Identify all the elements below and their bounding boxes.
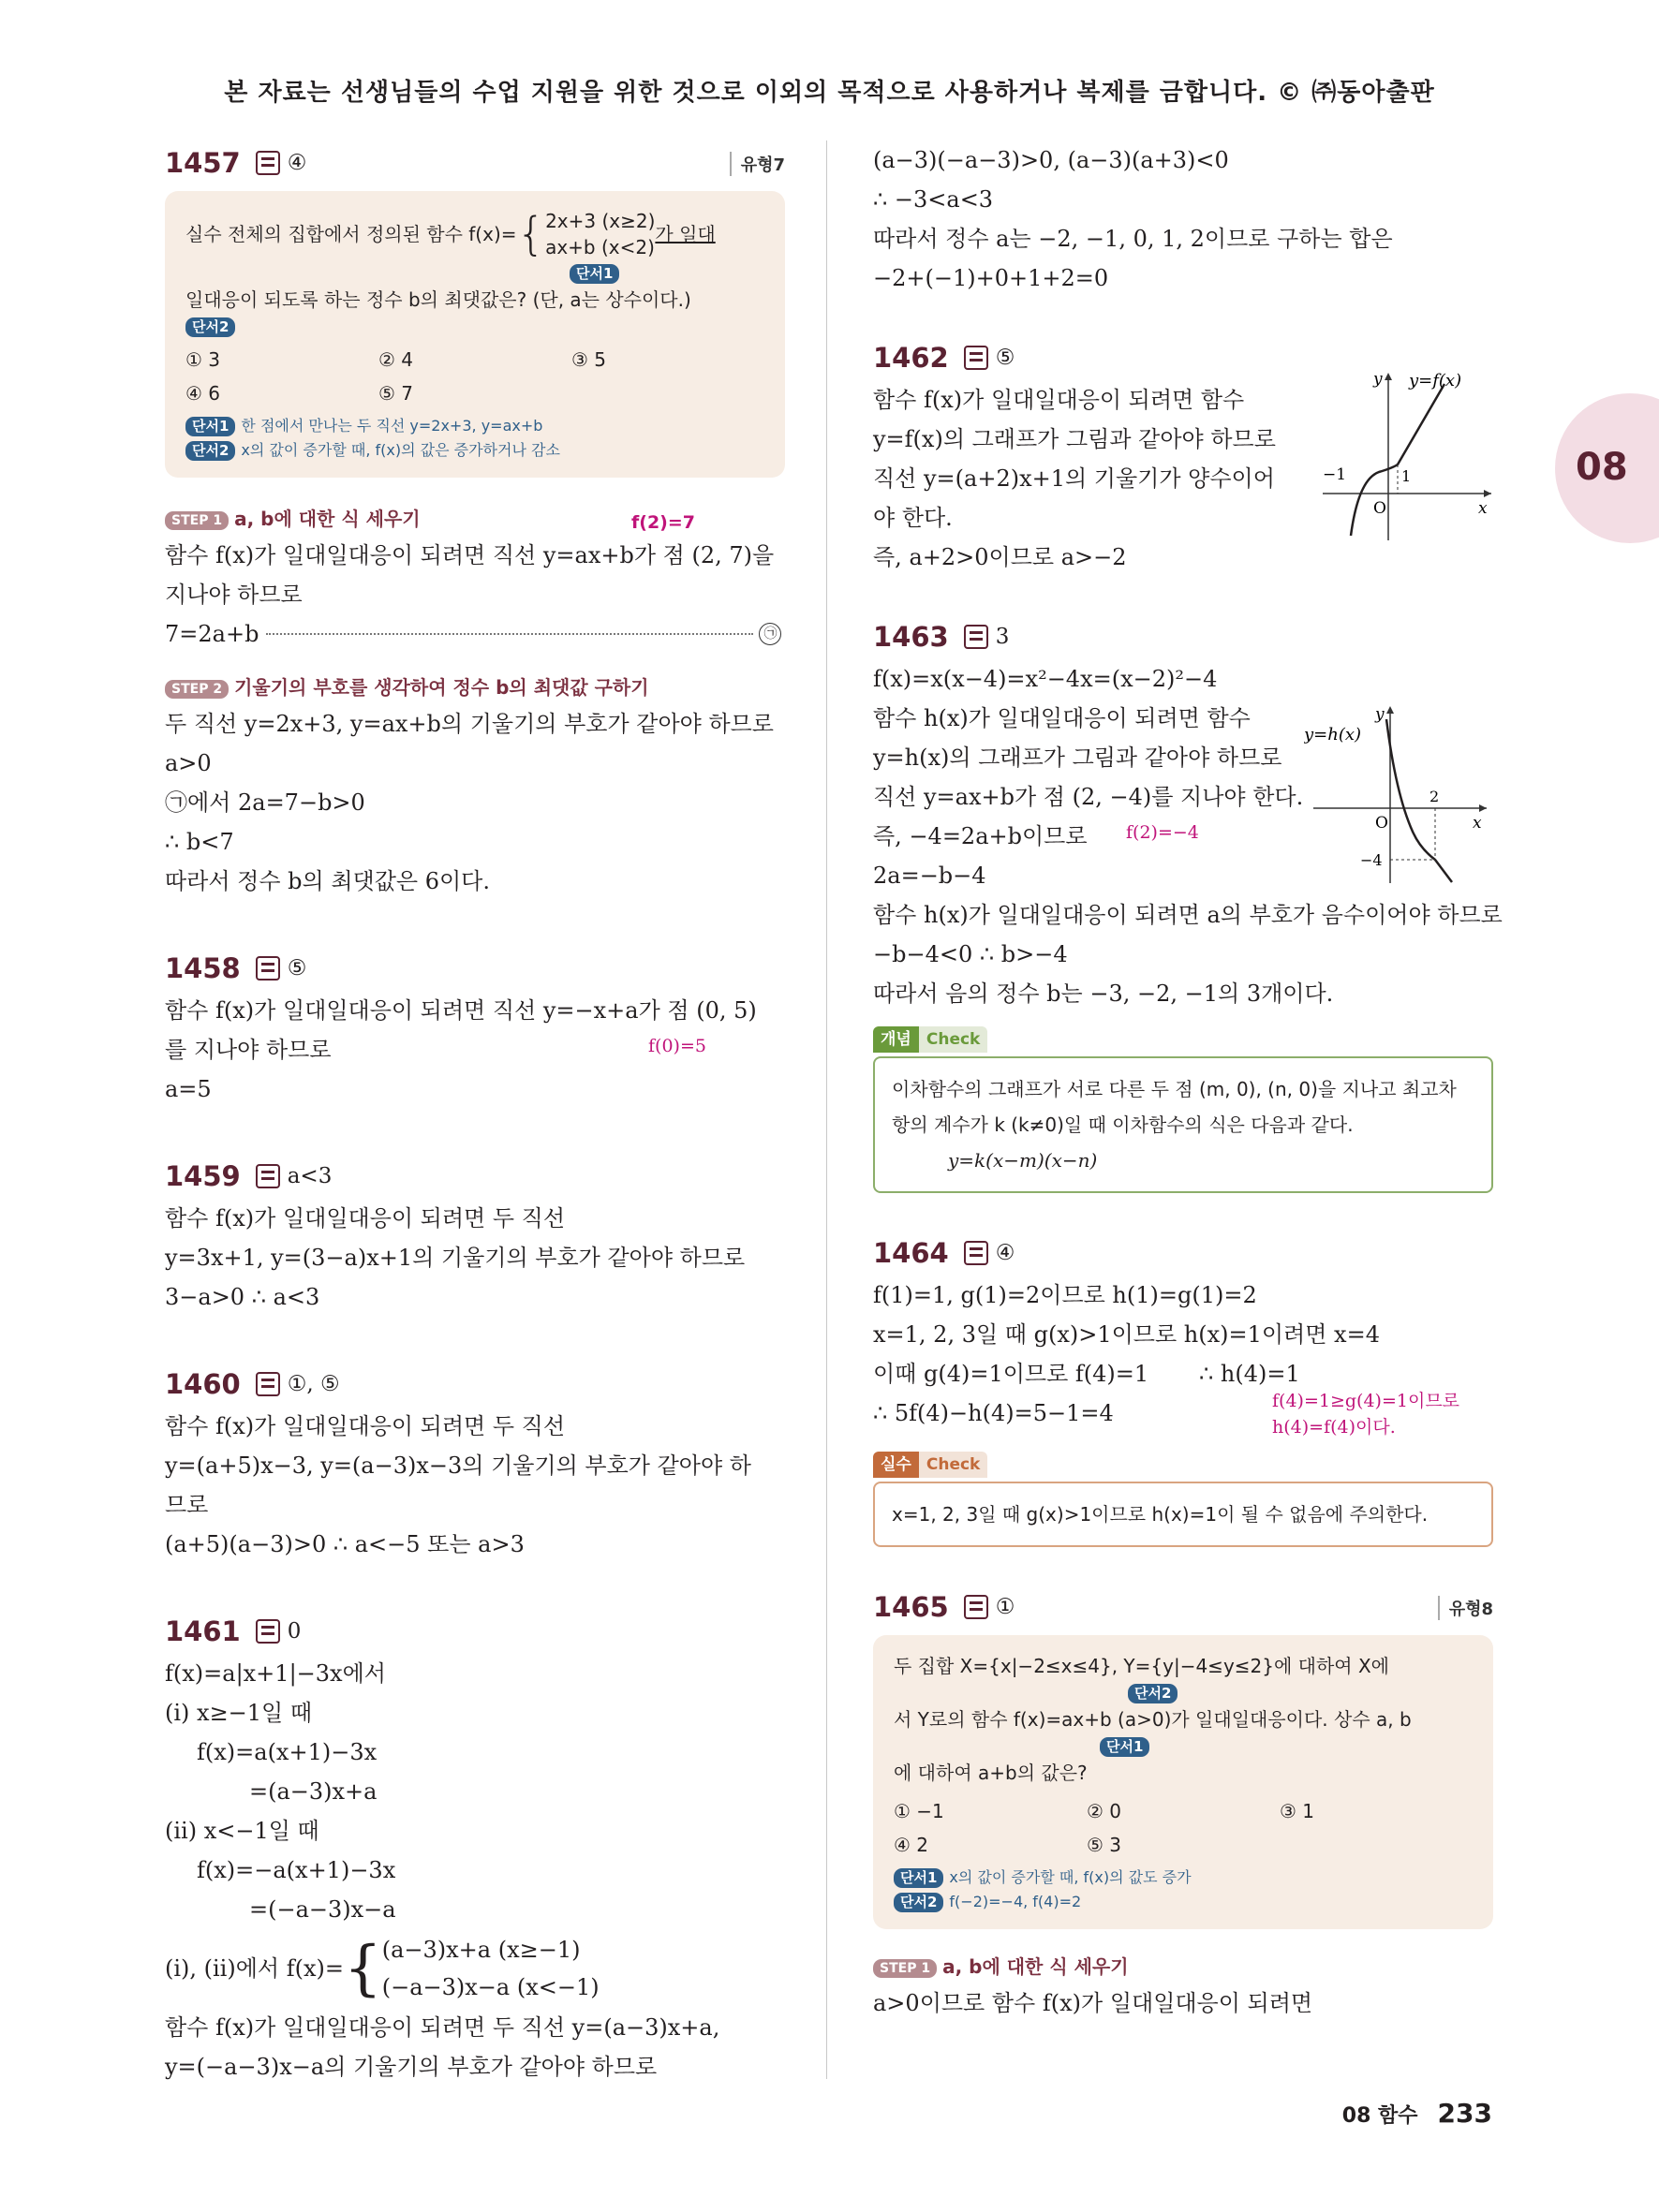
solution-line: =(−a−3)x−a <box>249 1896 396 1923</box>
problem-1457-box <box>165 191 785 478</box>
case-2: (−a−3)x−a (x<−1) <box>381 1974 600 2000</box>
answer: ④ <box>287 151 307 175</box>
solution-line: a>0이므로 함수 f(x)가 일대일대응이 되려면 <box>873 1990 1313 2016</box>
question-line: 서 Y로의 함수 f(x)=ax+b (a>0)가 일대일대응이다. 상수 a, b <box>894 1708 1412 1731</box>
answer-icon <box>964 346 988 370</box>
check-line: 이차함수의 그래프가 서로 다른 두 점 (m, 0), (n, 0)을 지나고 최고차 <box>892 1078 1457 1100</box>
problem-1463-header <box>873 614 1493 659</box>
solution-line: ∴ b<7 <box>165 829 234 855</box>
option: ④ 2 <box>894 1834 929 1856</box>
answer-icon <box>256 1372 280 1396</box>
chapter-side-tab-label: 08 <box>1576 446 1628 489</box>
answer-icon <box>964 1241 988 1265</box>
x-arrow <box>1479 804 1487 812</box>
clue-badge: 단서1 <box>1100 1737 1149 1757</box>
y-arrow <box>1386 706 1394 714</box>
solution-line: 함수 f(x)가 일대일대응이 되려면 직선 y=ax+b가 점 (2, 7)을 <box>165 542 775 568</box>
clue-text: x의 값이 증가할 때, f(x)의 값은 증가하거나 감소 <box>241 441 560 459</box>
annotation-note: f(2)=−4 <box>1126 822 1199 843</box>
answer-icon <box>964 1595 988 1619</box>
y-label: y <box>1375 705 1385 724</box>
question-line: 일대응이 되도록 하는 정수 b의 최댓값은? (단, a는 상수이다.) <box>185 288 691 311</box>
solution-line: −b−4<0 ∴ b>−4 <box>873 941 1068 967</box>
question-line: 두 집합 X={x|−2≤x≤4}, Y={y|−4≤y≤2}에 대하여 X에 <box>894 1655 1390 1677</box>
option: ④ 6 <box>185 382 221 405</box>
option: ③ 5 <box>571 348 607 371</box>
step-heading <box>165 502 785 536</box>
solution-line: (ⅰ) x≥−1일 때 <box>165 1700 313 1726</box>
answer: a<3 <box>287 1164 333 1188</box>
problem-number: 1459 <box>165 1160 241 1192</box>
solution-line: f(x)=x(x−4)=x²−4x=(x−2)²−4 <box>873 666 1218 692</box>
answer-icon <box>964 625 988 649</box>
option: ② 4 <box>378 348 414 371</box>
y-arrow <box>1385 373 1392 380</box>
answer-icon <box>256 1619 280 1644</box>
step-badge: STEP 1 <box>873 1959 937 1978</box>
solution-line: 따라서 정수 a는 −2, −1, 0, 1, 2이므로 구하는 합은 <box>873 226 1393 252</box>
case-1: 2x+3 (x≥2) <box>545 210 656 232</box>
equation-mark: ㉠ <box>759 623 781 645</box>
solution-line: f(x)=a|x+1|−3x에서 <box>165 1660 386 1687</box>
solution-line: a=5 <box>165 1076 212 1102</box>
brace: { <box>344 1934 382 2003</box>
clue-badge: 단서2 <box>185 317 235 337</box>
graph-f <box>1313 367 1501 545</box>
option: ① 3 <box>185 348 221 371</box>
graph-h <box>1304 700 1491 888</box>
solution-line: ∴ −3<a<3 <box>873 186 994 213</box>
f-label: y=f(x) <box>1409 371 1462 391</box>
clue-badge: 단서2 <box>1128 1684 1178 1703</box>
solution-line: =(a−3)x+a <box>249 1778 378 1805</box>
case-2: ax+b (x<2) <box>545 236 655 258</box>
step-title: a, b에 대한 식 세우기 <box>234 508 421 530</box>
solution-line: f(x)=−a(x+1)−3x <box>197 1857 396 1883</box>
problem-number: 1461 <box>165 1615 241 1647</box>
annotation-line: f(4)=1≥g(4)=1이므로 <box>1272 1391 1460 1411</box>
right-column <box>873 140 1503 2023</box>
option: ③ 1 <box>1280 1800 1315 1822</box>
problem-number: 1465 <box>873 1591 949 1623</box>
question-tail: 가 일대 <box>655 223 716 245</box>
step-heading <box>873 1950 1493 1983</box>
problem-1464-header <box>873 1231 1493 1276</box>
problem-number: 1457 <box>165 147 241 179</box>
solution-line: 야 한다. <box>873 505 953 531</box>
solution-line: f(x)=a(x+1)−3x <box>197 1739 378 1765</box>
problem-number: 1460 <box>165 1368 241 1400</box>
page-number: 233 <box>1437 2098 1492 2129</box>
solution-line: (a−3)(−a−3)>0, (a−3)(a+3)<0 <box>873 147 1229 173</box>
problem-number: 1463 <box>873 621 949 653</box>
solution-line: 7=2a+b <box>165 621 259 647</box>
answer: ④ <box>995 1241 1015 1265</box>
problem-number: 1464 <box>873 1237 949 1269</box>
chapter-label: 08 함수 <box>1341 2104 1418 2128</box>
answer: ①, ⑤ <box>287 1372 340 1396</box>
left-column <box>165 140 785 2087</box>
solution-line: a>0 <box>165 750 212 776</box>
brace: { <box>516 208 546 260</box>
chapter-side-tab <box>1555 393 1659 543</box>
column-divider <box>826 140 827 2079</box>
solution-line: 지나야 하므로 <box>165 582 303 608</box>
option: ⑤ 7 <box>378 382 414 405</box>
solution-line: −2+(−1)+0+1+2=0 <box>873 265 1109 291</box>
annotation-note <box>1272 1388 1459 1440</box>
clue-text: 한 점에서 만나는 두 직선 y=2x+3, y=ax+b <box>241 417 543 435</box>
problem-1461-header <box>165 1609 785 1654</box>
answer: ⑤ <box>287 956 307 981</box>
answer: ⑤ <box>995 346 1015 370</box>
x-label: x <box>1473 814 1482 833</box>
solution-line: 함수 h(x)가 일대일대응이 되려면 a의 부호가 음수이어야 하므로 <box>873 902 1503 928</box>
concept-check <box>873 1026 1493 1193</box>
problem-1459-header <box>165 1154 785 1199</box>
x-arrow <box>1484 490 1491 497</box>
case-1: (a−3)x+a (x≥−1) <box>381 1937 581 1963</box>
problem-number: 1458 <box>165 952 241 984</box>
clue-text: f(−2)=−4, f(4)=2 <box>949 1893 1082 1910</box>
clue-badge: 단서2 <box>894 1893 943 1912</box>
answer-icon <box>256 1164 280 1188</box>
check-tag-label: Check <box>919 1452 988 1478</box>
x-label: x <box>1478 499 1488 518</box>
solution-line: 2a=−b−4 <box>873 863 986 889</box>
solution-line: 함수 h(x)가 일대일대응이 되려면 함수 <box>873 705 1251 731</box>
problem-1465-box <box>873 1635 1493 1929</box>
answer-icon <box>256 151 280 175</box>
solution-line: y=f(x)의 그래프가 그림과 같아야 하므로 <box>873 426 1276 452</box>
tick-label: 1 <box>1401 467 1412 485</box>
solution-line: 즉, −4=2a+b이므로 <box>873 823 1088 849</box>
curve-f <box>1351 384 1444 536</box>
check-tag-label: Check <box>919 1026 988 1053</box>
dotted-leader <box>266 633 753 635</box>
solution-line: (a+5)(a−3)>0 ∴ a<−5 또는 a>3 <box>165 1531 525 1557</box>
y-label: y <box>1373 370 1383 389</box>
problem-1465-header <box>873 1585 1493 1630</box>
solution-line: y=(a+5)x−3, y=(a−3)x−3의 기울기의 부호가 같아야 하 <box>165 1453 751 1479</box>
solution-line: y=h(x)의 그래프가 그림과 같아야 하므로 <box>873 745 1282 771</box>
problem-1460-header <box>165 1362 785 1407</box>
answer: 3 <box>995 625 1010 649</box>
solution-line: 함수 f(x)가 일대일대응이 되려면 두 직선 <box>165 1413 566 1439</box>
solution-line: 직선 y=ax+b가 점 (2, −4)를 지나야 한다. <box>873 784 1304 810</box>
solution-line: (ⅰ), (ⅱ)에서 f(x)= <box>165 1955 344 1982</box>
solution-line: 따라서 정수 b의 최댓값은 6이다. <box>165 868 490 894</box>
solution-line: ㉠에서 2a=7−b>0 <box>165 789 365 816</box>
tick-label: −4 <box>1360 851 1383 869</box>
solution-line: 함수 f(x)가 일대일대응이 되려면 두 직선 y=(a−3)x+a, <box>165 2014 720 2041</box>
question-line: 실수 전체의 집합에서 정의된 함수 f(x)= <box>185 223 517 245</box>
clue-badge: 단서1 <box>570 264 619 284</box>
solution-line: 즉, a+2>0이므로 a>−2 <box>873 544 1127 570</box>
solution-line: 므로 <box>165 1492 209 1518</box>
solution-line: y=(−a−3)x−a의 기울기의 부호가 같아야 하므로 <box>165 2054 658 2080</box>
solution-line: 함수 f(x)가 일대일대응이 되려면 두 직선 <box>165 1205 566 1231</box>
option: ② 0 <box>1087 1800 1122 1822</box>
clue-badge: 단서1 <box>185 417 235 436</box>
mistake-check <box>873 1452 1493 1547</box>
solution-line: ∴ 5f(4)−h(4)=5−1=4 <box>873 1400 1114 1426</box>
type-tag: 유형8 <box>1438 1596 1493 1620</box>
clue-badge: 단서2 <box>185 441 235 461</box>
solution-line: x=1, 2, 3일 때 g(x)>1이므로 h(x)=1이려면 x=4 <box>873 1321 1380 1348</box>
solution-line: 함수 f(x)가 일대일대응이 되려면 직선 y=−x+a가 점 (0, 5) <box>165 997 757 1024</box>
origin-label: O <box>1375 814 1388 833</box>
problem-number: 1462 <box>873 342 949 374</box>
solution-line: y=3x+1, y=(3−a)x+1의 기울기의 부호가 같아야 하므로 <box>165 1245 746 1271</box>
problem-1458-header <box>165 946 785 991</box>
solution-line: 3−a>0 ∴ a<3 <box>165 1284 320 1310</box>
tick-label: −1 <box>1323 465 1347 484</box>
step-title: a, b에 대한 식 세우기 <box>942 1955 1129 1978</box>
answer-icon <box>256 956 280 981</box>
check-formula: y=k(x−m)(x−n) <box>948 1149 1098 1172</box>
tick-label: 2 <box>1429 788 1440 805</box>
clue-badge: 단서1 <box>894 1868 943 1888</box>
h-label: y=h(x) <box>1304 725 1362 745</box>
option: ⑤ 3 <box>1087 1834 1122 1856</box>
solution-line: 를 지나야 하므로 <box>165 1037 332 1063</box>
step-badge: STEP 1 <box>165 511 229 530</box>
page-footer <box>1342 2098 1492 2129</box>
option: ① −1 <box>894 1800 944 1822</box>
step-title: 기울기의 부호를 생각하여 정수 b의 최댓값 구하기 <box>234 676 649 699</box>
solution-line: 두 직선 y=2x+3, y=ax+b의 기울기의 부호가 같아야 하므로 <box>165 711 774 737</box>
annotation-note: f(2)=7 <box>631 512 695 533</box>
answer: ① <box>995 1595 1015 1619</box>
check-tag-kind: 실수 <box>873 1452 919 1478</box>
solution-line: (ⅱ) x<−1일 때 <box>165 1818 319 1844</box>
step-badge: STEP 2 <box>165 680 229 699</box>
curve-h <box>1386 719 1452 882</box>
solution-line: 이때 g(4)=1이므로 f(4)=1 <box>873 1361 1149 1387</box>
step-heading <box>165 671 785 704</box>
annotation-note: f(0)=5 <box>648 1036 706 1056</box>
answer: 0 <box>287 1619 302 1644</box>
check-line: 항의 계수가 k (k≠0)일 때 이차함수의 식은 다음과 같다. <box>892 1113 1354 1136</box>
solution-line: ∴ h(4)=1 <box>1199 1361 1300 1387</box>
solution-line: 직선 y=(a+2)x+1의 기울기가 양수이어 <box>873 465 1275 492</box>
check-tag-kind: 개념 <box>873 1026 919 1053</box>
type-tag: 유형7 <box>730 152 785 176</box>
question-line: 에 대하여 a+b의 값은? <box>894 1762 1088 1784</box>
solution-line: 함수 f(x)가 일대일대응이 되려면 함수 <box>873 387 1245 413</box>
problem-1457-header <box>165 140 785 185</box>
origin-label: O <box>1373 499 1386 518</box>
clue-text: x의 값이 증가할 때, f(x)의 값도 증가 <box>949 1868 1192 1886</box>
solution-line: f(1)=1, g(1)=2이므로 h(1)=g(1)=2 <box>873 1282 1257 1308</box>
solution-line: 따라서 음의 정수 b는 −3, −2, −1의 3개이다. <box>873 981 1334 1007</box>
check-line: x=1, 2, 3일 때 g(x)>1이므로 h(x)=1이 될 수 없음에 주의한다. <box>892 1503 1429 1526</box>
copyright-notice: 본 자료는 선생님들의 수업 지원을 위한 것으로 이외의 목적으로 사용하거나 복제를 금합니다. © ㈜동아출판 <box>224 79 1435 107</box>
annotation-line: h(4)=f(4)이다. <box>1272 1417 1396 1438</box>
